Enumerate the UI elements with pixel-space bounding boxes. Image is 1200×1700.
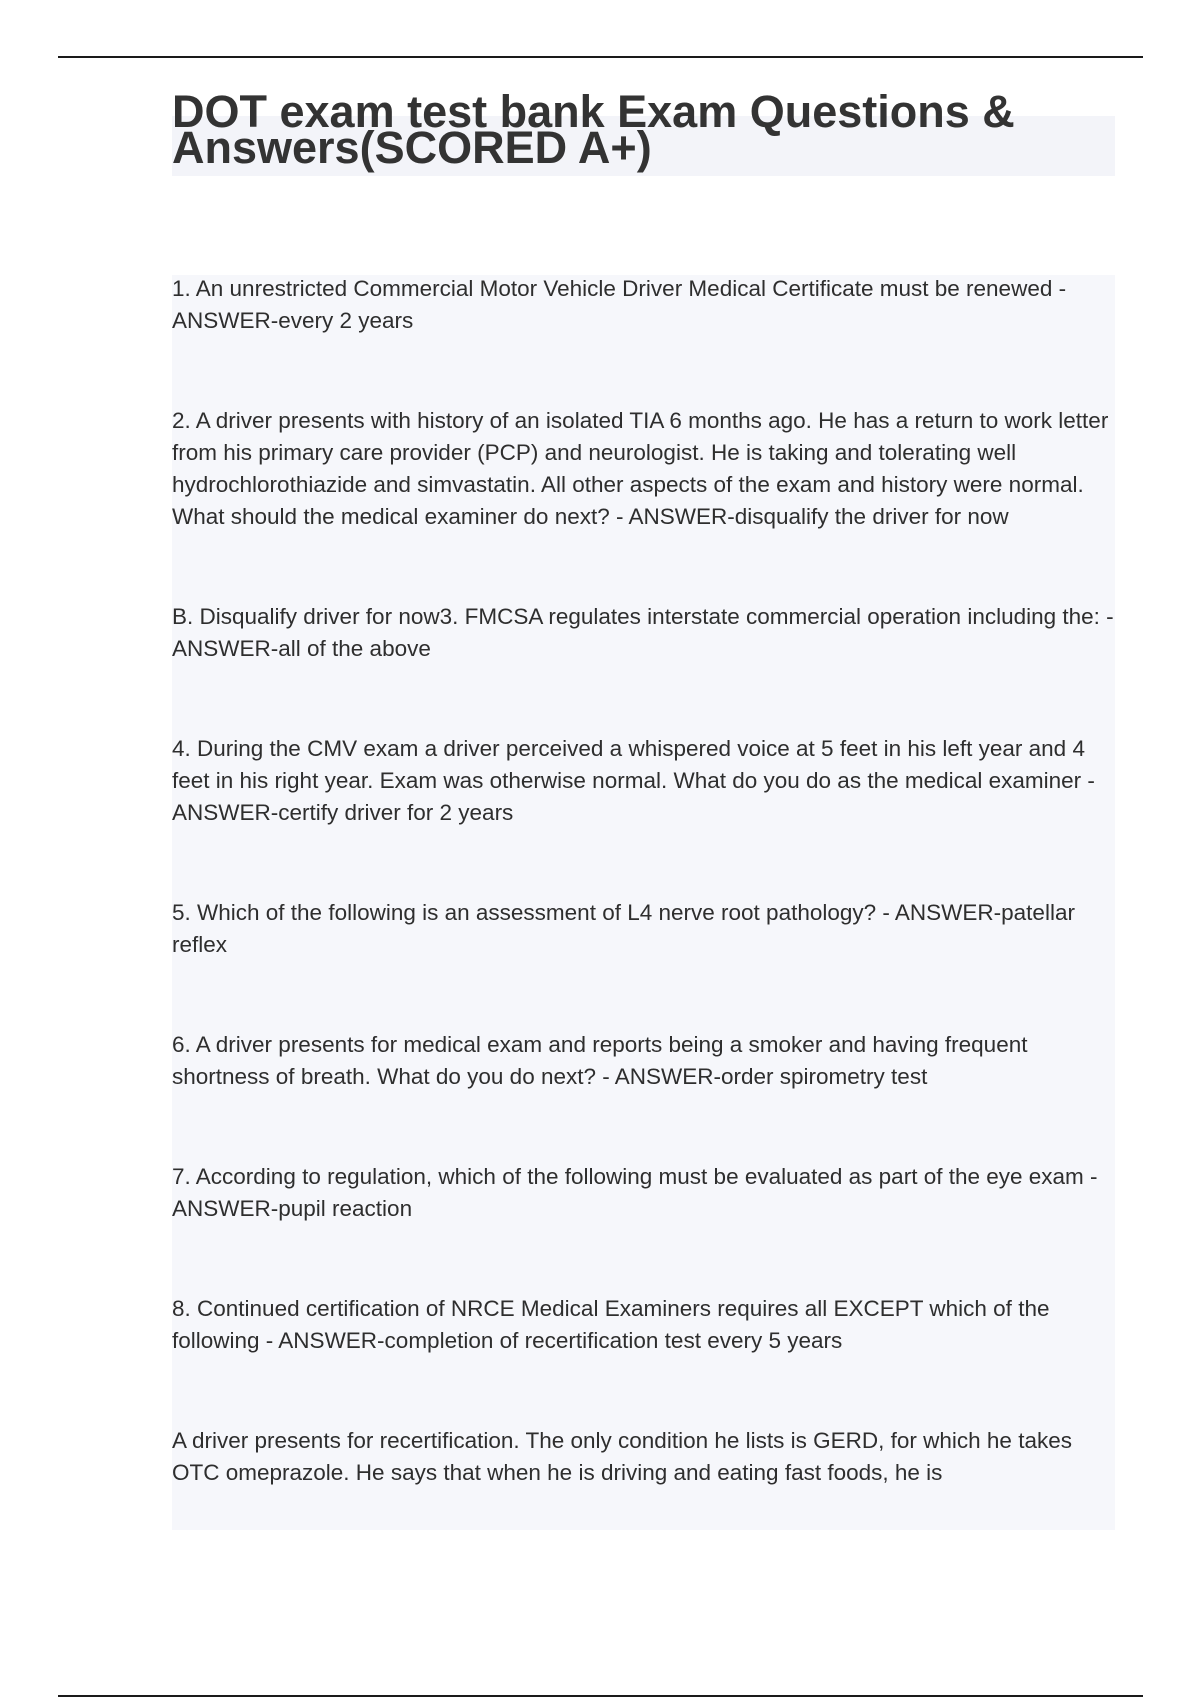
- document-title: DOT exam test bank Exam Questions & Answers(SCORED A+): [172, 86, 1015, 173]
- question-item: A driver presents for recertification. The only condition he lists is GERD, for which he takes OTC omeprazole. He says that when he is driving and eating fast foods, he is: [172, 1428, 1072, 1485]
- top-divider: [58, 56, 1143, 58]
- question-item: 7. According to regulation, which of the following must be evaluated as part of the eye exam - ANSWER-pupil reaction: [172, 1164, 1098, 1221]
- question-item: 4. During the CMV exam a driver perceived a whispered voice at 5 feet in his left year and 4 feet in his right year. Exam was otherwise normal. What do you do as the medical examiner - ANSWER-certify driver for 2 years: [172, 736, 1095, 825]
- question-item: 8. Continued certification of NRCE Medical Examiners requires all EXCEPT which of the following - ANSWER-completion of recertification test every 5 years: [172, 1296, 1050, 1353]
- question-item: 2. A driver presents with history of an isolated TIA 6 months ago. He has a return to work letter from his primary care provider (PCP) and neurologist. He is taking and tolerating well hydrochlorothiazide and simvastatin. All other aspects of the exam and history were normal. What should the medical examiner do next? - ANSWER-disqualify the driver for now: [172, 408, 1109, 529]
- question-item: 6. A driver presents for medical exam and reports being a smoker and having frequent shortness of breath. What do you do next? - ANSWER-order spirometry test: [172, 1032, 1028, 1089]
- bottom-divider: [58, 1695, 1143, 1697]
- question-item: B. Disqualify driver for now3. FMCSA regulates interstate commercial operation including the: - ANSWER-all of the above: [172, 604, 1114, 661]
- question-item: 1. An unrestricted Commercial Motor Vehicle Driver Medical Certificate must be renewed - ANSWER-every 2 years: [172, 276, 1067, 333]
- question-list: [172, 273, 1117, 1489]
- question-item: 5. Which of the following is an assessment of L4 nerve root pathology? - ANSWER-patellar reflex: [172, 900, 1075, 957]
